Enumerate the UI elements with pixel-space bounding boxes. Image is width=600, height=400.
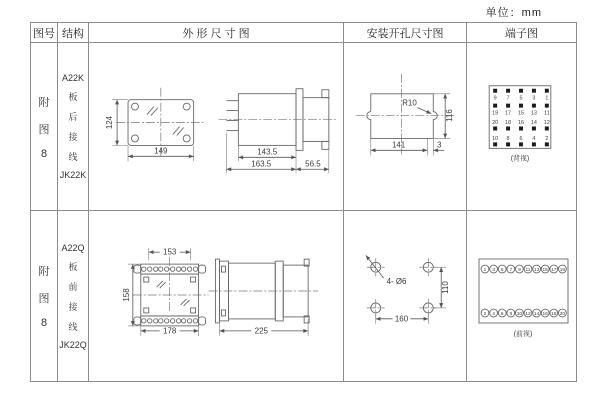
terminal-number: 13 xyxy=(533,268,540,273)
dim-horizontal-spacing-label: 160 xyxy=(394,314,409,324)
terminal-number: 7 xyxy=(506,95,510,102)
terminal-number: 20 xyxy=(492,120,499,127)
mounting-drawing-cell-jk22k xyxy=(344,43,467,211)
terminal-number: 1 xyxy=(545,95,549,102)
outline-drawing-cell-jk22q xyxy=(89,211,344,381)
figure-no-cell-jk22q xyxy=(31,211,58,381)
dim-edge-gap-label: 3 xyxy=(437,140,442,150)
terminal-number: 9 xyxy=(493,95,497,102)
terminal-number: 12 xyxy=(525,312,531,317)
terminal-diagram-cell-jk22q xyxy=(467,211,576,381)
terminal-view-caption: (前视) xyxy=(513,331,533,338)
outline-drawing-jk22q xyxy=(89,211,343,381)
terminal-number: 15 xyxy=(517,110,525,117)
terminal-diagram-cell-jk22k xyxy=(467,43,576,211)
mounting-drawing-cell-jk22q xyxy=(344,211,467,381)
dim-corner-radius-label: R10 xyxy=(402,98,417,108)
terminal-number: 11 xyxy=(525,268,531,273)
terminal-number: 18 xyxy=(505,120,512,127)
terminal-number: 3 xyxy=(492,268,495,273)
terminal-number: 6 xyxy=(519,135,523,142)
figure-no-char: 附 xyxy=(38,266,50,278)
panel-cutout xyxy=(356,74,454,155)
terminal-number: 8 xyxy=(509,312,513,317)
outline-drawing-cell-jk22k xyxy=(89,43,344,211)
unit-label: 单位：mm xyxy=(485,7,542,19)
dim-holes-label: 4- Ø6 xyxy=(386,277,407,287)
dim-front-height-label: 124 xyxy=(105,115,115,130)
figure-no-char: 图 xyxy=(38,123,50,136)
side-view xyxy=(209,259,319,336)
terminal-number: 9 xyxy=(518,268,521,273)
mounting-holes xyxy=(366,255,450,323)
terminal-diagram-jk22k xyxy=(467,43,576,210)
figure-no-cell-jk22k xyxy=(31,43,58,211)
terminal-number: 1 xyxy=(483,268,487,273)
dim-cutout-width-label: 141 xyxy=(391,140,406,150)
terminal-number: 13 xyxy=(530,110,537,117)
structure-char: 接 xyxy=(68,132,78,142)
terminal-number: 5 xyxy=(519,95,523,102)
terminal-number: 10 xyxy=(516,312,523,317)
structure-char: 前 xyxy=(68,281,78,292)
mounting-drawing-jk22q xyxy=(344,211,466,381)
dim-front-width-label: 178 xyxy=(163,326,177,336)
terminal-number: 4 xyxy=(492,312,495,317)
terminal-number: 5 xyxy=(500,268,504,273)
front-view xyxy=(105,88,205,162)
mounting-drawing-jk22k xyxy=(344,43,466,210)
terminal-number: 17 xyxy=(551,268,557,273)
structure-char: 板 xyxy=(68,92,78,102)
dim-terminal-depth-label: 56.5 xyxy=(305,159,321,169)
outline-drawing-jk22k xyxy=(89,43,343,210)
terminal-number: 12 xyxy=(543,120,550,127)
terminal-number: 11 xyxy=(544,110,550,117)
terminal-view-caption: (背视) xyxy=(510,155,530,163)
structure-model: A22K xyxy=(61,73,85,83)
figure-no-char: 8 xyxy=(40,317,48,329)
structure-char: 接 xyxy=(68,301,78,312)
terminal-number: 3 xyxy=(532,95,536,102)
header-figure-no: 图号 xyxy=(31,23,58,43)
structure-cell-jk22k xyxy=(58,43,89,211)
terminal-number: 14 xyxy=(530,120,537,127)
structure-char: 线 xyxy=(68,152,78,162)
dim-total-depth-label: 225 xyxy=(254,326,268,336)
terminal-number: 16 xyxy=(542,312,548,317)
structure-model: JK22K xyxy=(59,170,87,180)
header-mounting: 安装开孔尺寸图 xyxy=(344,23,467,43)
figure-no-char: 图 xyxy=(38,293,50,305)
terminal-pins xyxy=(492,89,550,147)
side-view xyxy=(218,89,337,173)
terminal-number: 16 xyxy=(517,120,525,127)
terminal-number: 19 xyxy=(559,268,566,273)
terminal-number: 14 xyxy=(533,312,540,317)
header-terminal: 端子图 xyxy=(467,23,576,43)
terminal-number: 8 xyxy=(506,135,510,142)
dim-total-depth-label: 163.5 xyxy=(251,159,272,169)
dimension-table xyxy=(30,22,577,382)
dim-inner-width-label: 153 xyxy=(163,247,177,257)
structure-model: JK22Q xyxy=(59,339,87,350)
terminal-number: 7 xyxy=(509,268,513,273)
terminal-number: 6 xyxy=(500,312,504,317)
terminal-number: 15 xyxy=(542,268,548,273)
structure-model: A22Q xyxy=(61,242,85,253)
terminal-diagram-jk22q xyxy=(467,211,576,381)
terminal-number: 2 xyxy=(545,135,549,142)
terminal-number: 10 xyxy=(492,135,499,142)
structure-char: 后 xyxy=(68,112,78,122)
figure-no-char: 附 xyxy=(38,96,50,109)
figure-no-char: 8 xyxy=(40,147,48,160)
terminal-number: 17 xyxy=(505,110,512,117)
dim-cutout-height-label: 116 xyxy=(445,109,455,122)
dim-vertical-spacing-label: 110 xyxy=(441,281,451,294)
structure-cell-jk22q xyxy=(58,211,89,381)
terminal-pins xyxy=(481,265,566,317)
terminal-number: 18 xyxy=(551,312,557,317)
dim-front-width-label: 149 xyxy=(154,146,168,156)
terminal-number: 20 xyxy=(559,312,566,317)
front-view xyxy=(122,248,209,336)
terminal-number: 4 xyxy=(532,135,536,142)
structure-char: 板 xyxy=(68,261,78,272)
terminal-number: 2 xyxy=(483,312,487,317)
structure-char: 线 xyxy=(68,321,78,332)
terminal-number: 19 xyxy=(492,110,499,117)
header-structure: 结构 xyxy=(58,23,89,43)
header-outline: 外 形 尺 寸 图 xyxy=(89,23,344,43)
dim-case-depth-label: 143.5 xyxy=(257,147,278,157)
dim-front-height-label: 158 xyxy=(121,288,131,302)
